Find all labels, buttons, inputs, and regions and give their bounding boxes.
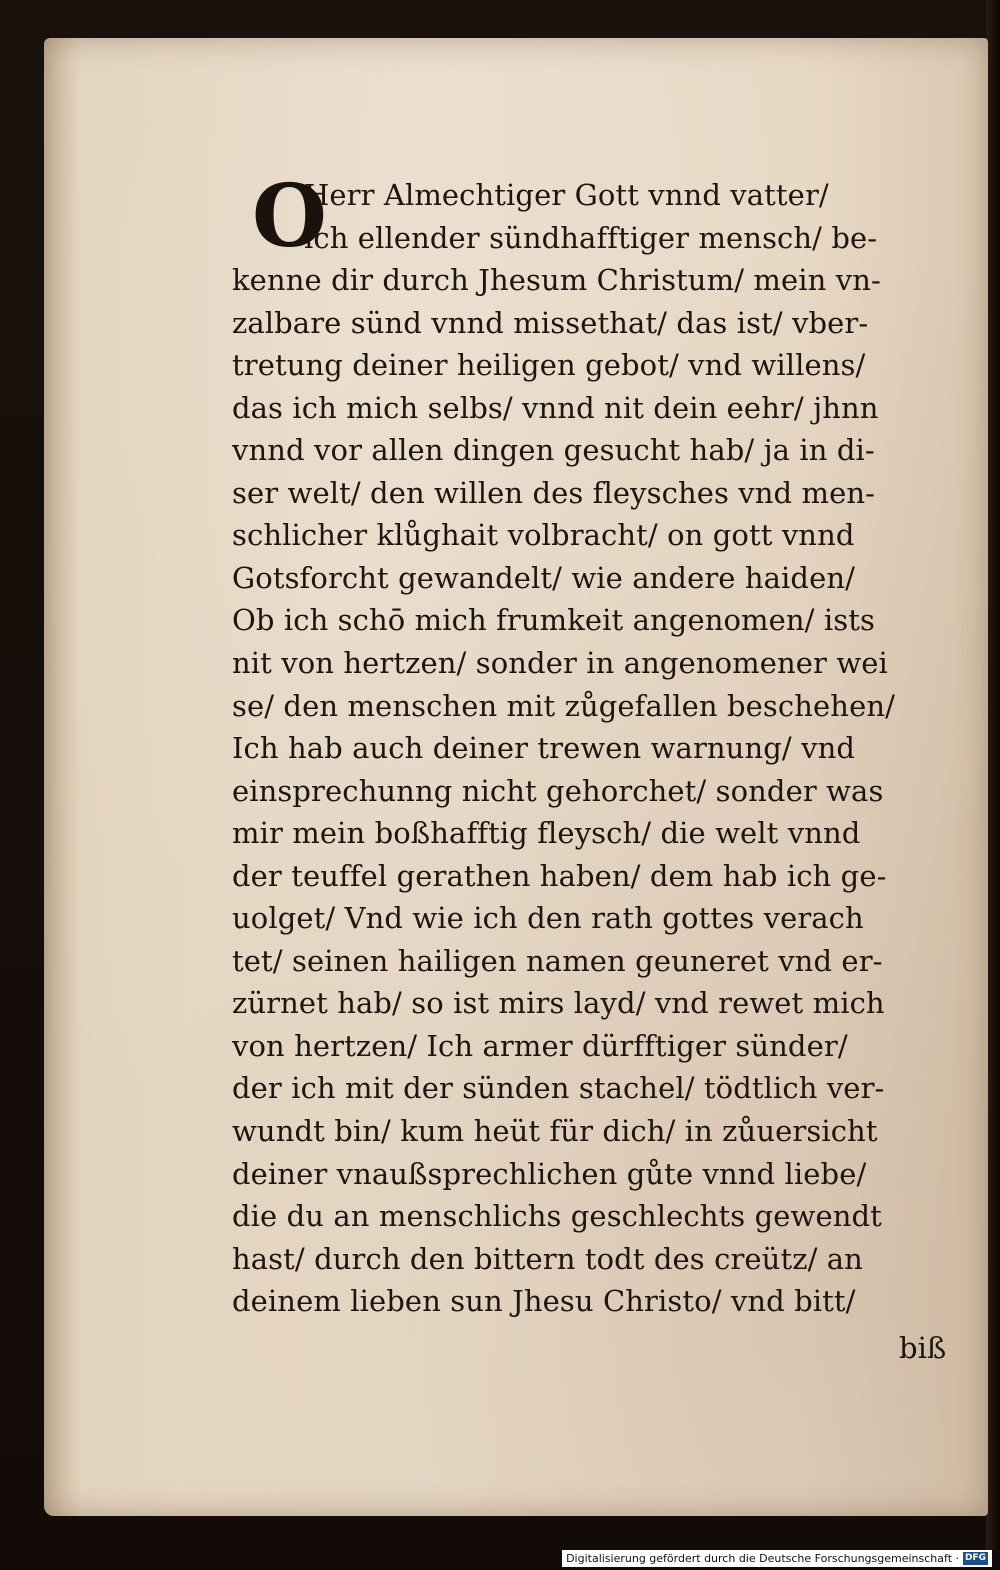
text-line: uolget/ Vnd wie ich den rath gottes verach: [232, 901, 864, 936]
text-line: von hertzen/ Ich armer dürfftiger sünder/: [232, 1028, 848, 1063]
text-line: se/ den menschen mit zůgefallen beschehen/: [232, 688, 895, 723]
text-line: Gotsforcht gewandelt/ wie andere haiden/: [232, 560, 855, 595]
text-line: mir mein boßhafftig fleysch/ die welt vnnd: [232, 816, 861, 851]
text-line: zürnet hab/ so ist mirs layd/ vnd rewet mich: [232, 986, 885, 1021]
text-line: der ich mit der sünden stachel/ tödtlich ver-: [232, 1071, 885, 1106]
book-edge: [986, 0, 1000, 1550]
text-line: wundt bin/ kum heüt für dich/ in zůuersicht: [232, 1114, 878, 1149]
footer-credit: Digitalisierung gefördert durch die Deutsche Forschungsgemeinschaft ·: [566, 1552, 959, 1565]
text-line: deinem lieben sun Jhesu Christo/ vnd bitt/: [232, 1284, 856, 1319]
text-line: Ich hab auch deiner trewen warnung/ vnd: [232, 731, 856, 766]
text-line: ich ellender sündhafftiger mensch/ be-: [304, 220, 878, 255]
text-line: nit von hertzen/ sonder in angenomener wei: [232, 646, 888, 681]
drop-cap: O: [252, 166, 327, 267]
text-line: die du an menschlichs geschlechts gewendt: [232, 1199, 882, 1234]
text-line: ser welt/ den willen des fleysches vnd men-: [232, 475, 876, 510]
book-page: [44, 38, 988, 1516]
text-line: zalbare sünd vnnd missethat/ das ist/ vber-: [232, 305, 869, 340]
catchword: biß: [899, 1331, 947, 1365]
text-line: Herr Almechtiger Gott vnnd vatter/: [304, 178, 829, 212]
page-text: [232, 166, 967, 1323]
digitization-footer: [562, 1550, 992, 1567]
text-line: tretung deiner heiligen gebot/ vnd willens/: [232, 348, 866, 383]
text-line: deiner vnaußsprechlichen gůte vnnd liebe/: [232, 1156, 867, 1191]
text-line: der teuffel gerathen haben/ dem hab ich ge-: [232, 858, 887, 893]
text-line: einsprechunng nicht gehorchet/ sonder was: [232, 773, 884, 808]
text-line: Ob ich schō mich frumkeit angenomen/ ists: [232, 603, 875, 638]
text-line: das ich mich selbs/ vnnd nit dein eehr/ jhnn: [232, 390, 879, 425]
text-line: tet/ seinen hailigen namen geuneret vnd er-: [232, 943, 883, 978]
text-line: schlicher klůghait volbracht/ on gott vnnd: [232, 518, 855, 553]
dfg-logo: DFG: [964, 1553, 986, 1563]
text-line: vnnd vor allen dingen gesucht hab/ ja in di-: [232, 433, 875, 468]
text-line: hast/ durch den bittern todt des creütz/ an: [232, 1241, 863, 1276]
text-line: kenne dir durch Jhesum Christum/ mein vn-: [232, 263, 881, 298]
